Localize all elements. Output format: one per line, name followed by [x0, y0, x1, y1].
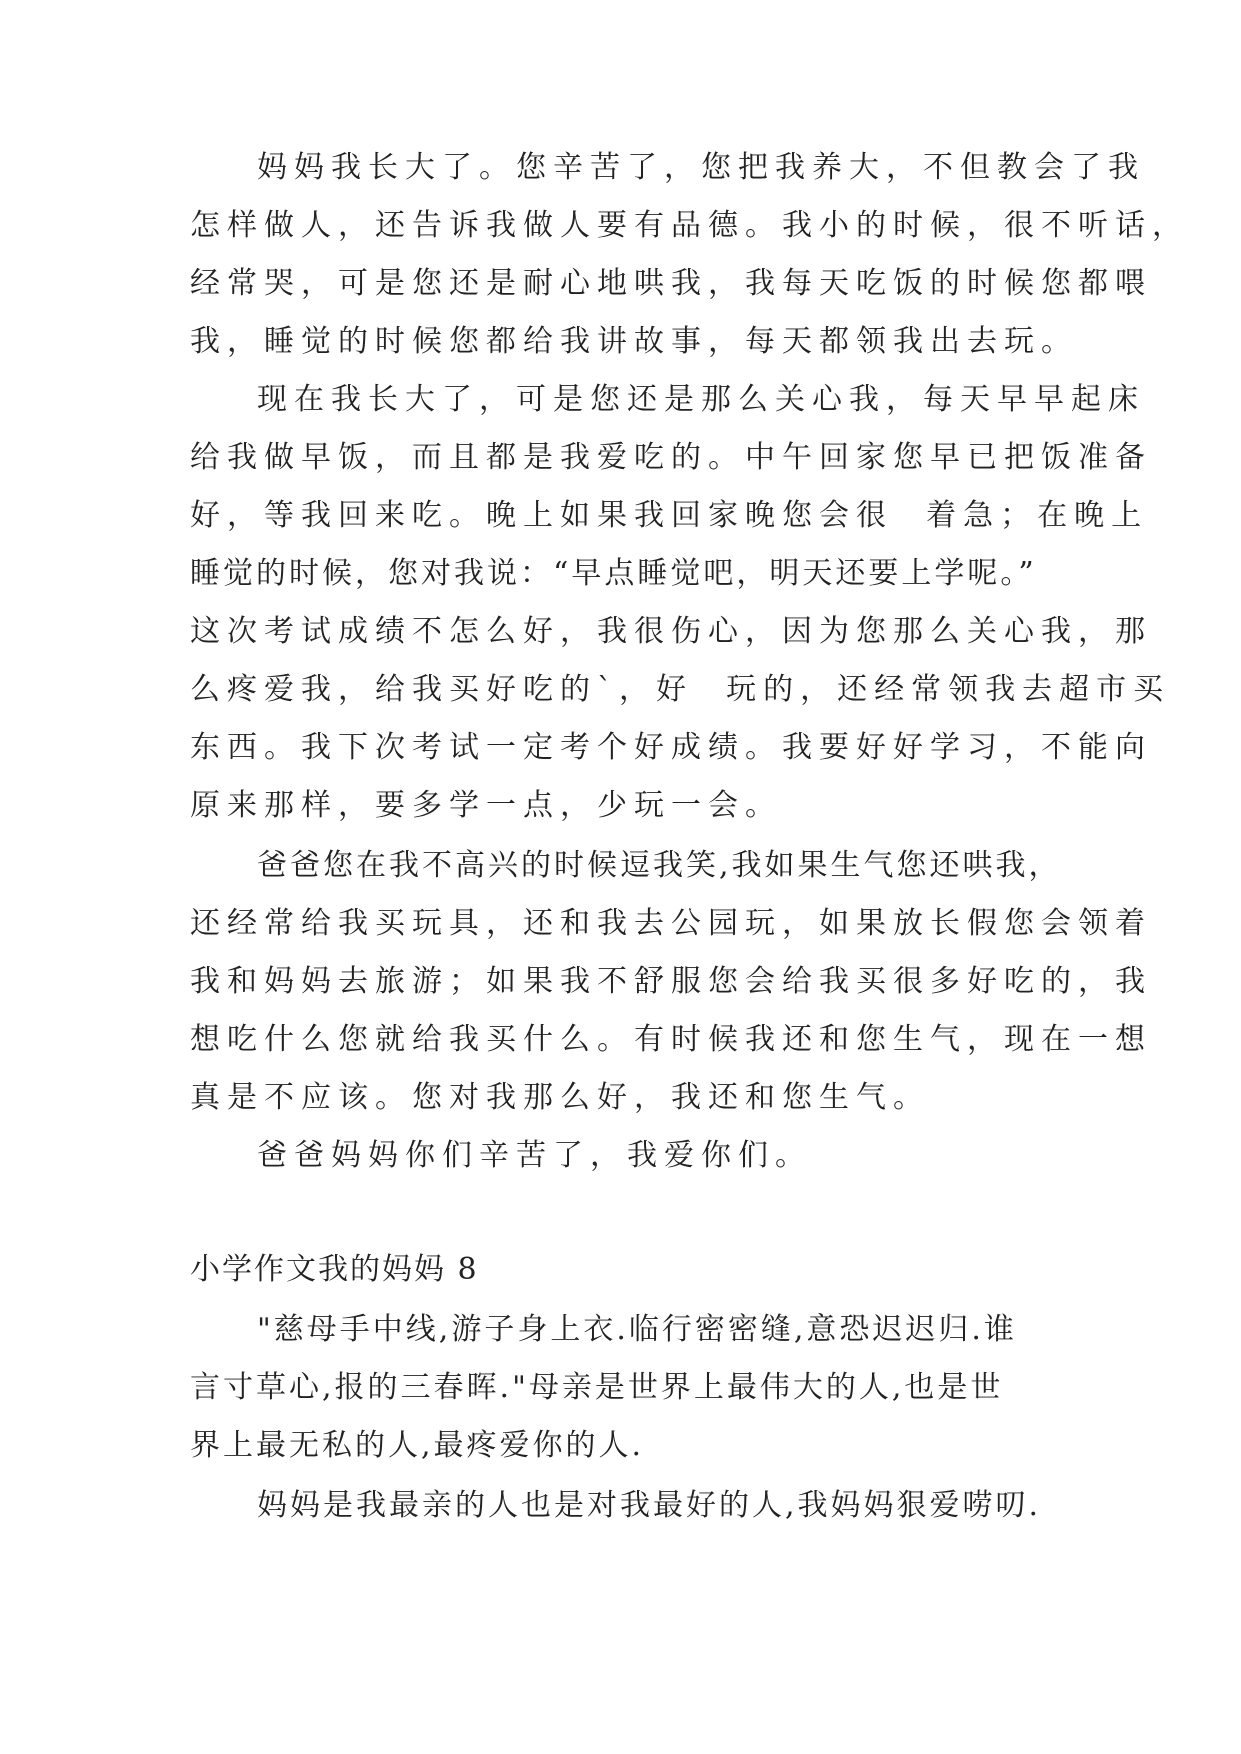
paragraph-1-line-2: 怎样做人，还告诉我做人要有品德。我小的时候，很不听话， — [190, 208, 1189, 243]
paragraph-3-line-3: 我和妈妈去旅游；如果我不舒服您会给我买很多好吃的，我 — [190, 964, 1152, 999]
paragraph-2-line-8: 原来那样，要多学一点，少玩一会。 — [190, 788, 782, 823]
section-paragraph-2-line-1: 妈妈是我最亲的人也是对我最好的人,我妈妈狠爱唠叨. — [257, 1488, 1042, 1523]
paragraph-2-line-2: 给我做早饭，而且都是我爱吃的。中午回家您早已把饭准备 — [190, 440, 1152, 475]
paragraph-3-line-4: 想吃什么您就给我买什么。有时候我还和您生气，现在一想 — [190, 1022, 1152, 1057]
paragraph-1-line-4: 我，睡觉的时候您都给我讲故事，每天都领我出去玩。 — [190, 324, 1078, 359]
section-paragraph-1-line-2: 言寸草心,报的三春晖."母亲是世界上最伟大的人,也是世 — [190, 1370, 1004, 1405]
section-title: 小学作文我的妈妈 8 — [190, 1252, 479, 1287]
paragraph-3-line-5: 真是不应该。您对我那么好，我还和您生气。 — [190, 1080, 930, 1115]
paragraph-3-line-2: 还经常给我买玩具，还和我去公园玩，如果放长假您会领着 — [190, 906, 1152, 941]
paragraph-3-line-1: 爸爸您在我不高兴的时候逗我笑,我如果生气您还哄我， — [257, 848, 1062, 883]
section-paragraph-1-line-1: "慈母手中线,游子身上衣.临行密密缝,意恐迟迟归.谁 — [257, 1312, 1017, 1347]
paragraph-2-line-7: 东西。我下次考试一定考个好成绩。我要好好学习，不能向 — [190, 730, 1152, 765]
paragraph-2-line-1: 现在我长大了，可是您还是那么关心我，每天早早起床 — [257, 382, 1145, 417]
paragraph-2-line-5: 这次考试成绩不怎么好，我很伤心，因为您那么关心我，那 — [190, 614, 1152, 649]
paragraph-4-line-1: 爸爸妈妈你们辛苦了，我爱你们。 — [257, 1138, 812, 1173]
section-paragraph-1-line-3: 界上最无私的人,最疼爱你的人. — [190, 1428, 645, 1463]
paragraph-1-line-1: 妈妈我长大了。您辛苦了，您把我养大，不但教会了我 — [257, 150, 1145, 185]
paragraph-2-line-3: 好，等我回来吃。晚上如果我回家晚您会很 着急；在晚上 — [190, 498, 1149, 533]
paragraph-2-line-4: 睡觉的时候，您对我说：“早点睡觉吧，明天还要上学呢。” — [190, 556, 1037, 591]
paragraph-2-line-6: 么疼爱我，给我买好吃的`，好 玩的，还经常领我去超市买 — [190, 672, 1171, 707]
paragraph-1-line-3: 经常哭，可是您还是耐心地哄我，我每天吃饭的时候您都喂 — [190, 266, 1152, 301]
